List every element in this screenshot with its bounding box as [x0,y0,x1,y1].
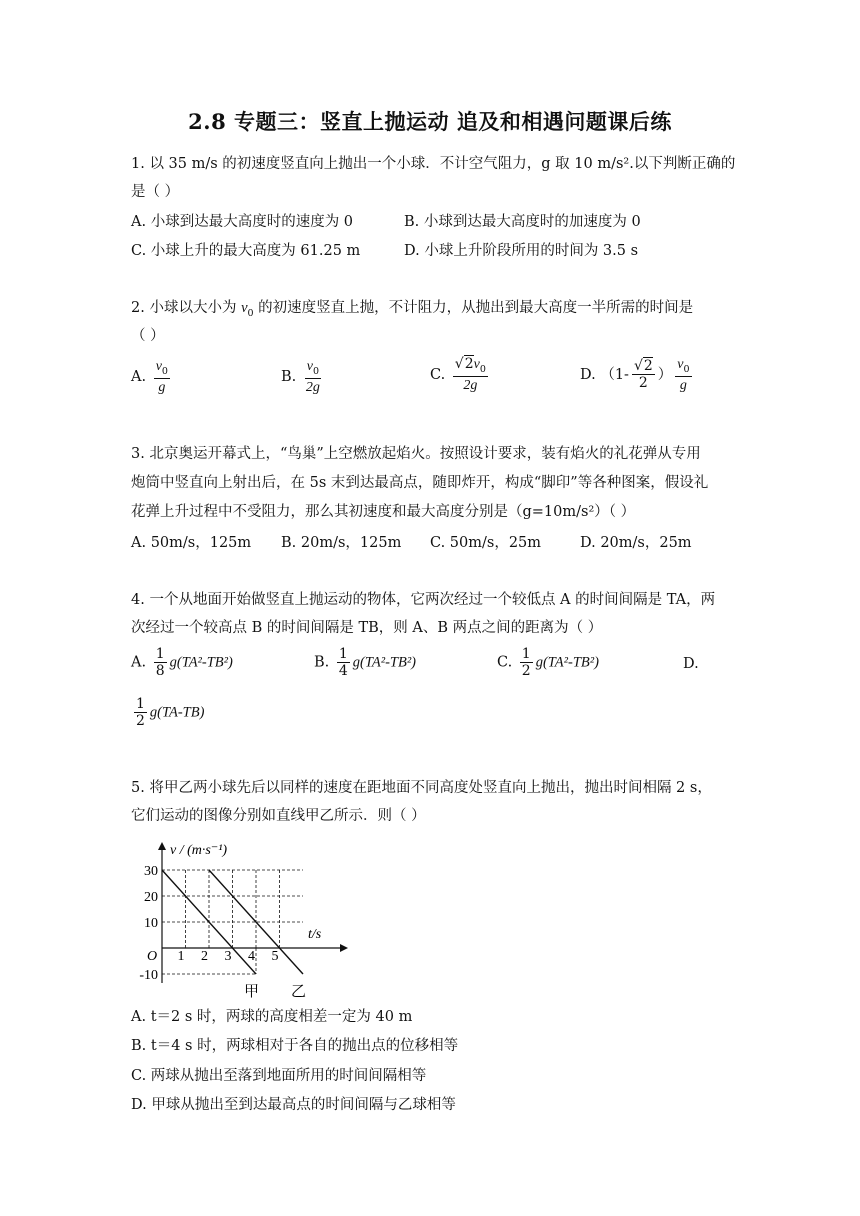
x-tick-label: 2 [201,949,208,964]
q1-stem-line2: 是（ ） [131,184,180,200]
q4-option-d[interactable]: $\frac{1}{2}$ g(TA-TB) [136,696,205,730]
fraction-v0-over-2g: $\frac{v_0}{2g}$ [305,359,320,395]
page-title: 2.8 专题三：竖直上抛运动 追及和相遇问题课后练 [188,109,672,134]
q3-option-a[interactable]: A. 50m/s，125m [131,535,252,551]
q4-stem-line2: 次经过一个较高点 B 的时间间隔是 TB，则 A、B 两点之间的距离为（ ） [131,620,603,636]
q2-option-d[interactable]: D. （1- $\frac{√2}{2}$ ） $\frac{v_0}{g}$ [580,357,690,393]
series-label-2: 乙 [291,984,307,1000]
q4-option-c[interactable]: C. $\frac{1}{2}$ g(TA²-TB²) [497,646,599,680]
y-axis-arrow [158,842,166,850]
q1-option-b[interactable]: B. 小球到达最大高度时的加速度为 0 [404,214,641,230]
fraction-v0-over-g: $\frac{v_0}{g}$ [155,359,168,395]
x-axis-arrow [340,944,348,952]
q3-stem-line2: 炮筒中竖直向上射出后，在 5s 末到达最高点，随即炸开，构成“脚印”等各种图案，假设礼 [131,475,709,491]
q5-stem-line1: 5. 将甲乙两小球先后以同样的速度在距地面不同高度处竖直向上抛出，抛出时间相隔 2 s， [131,780,712,796]
q4-option-d-label[interactable]: D. [683,656,699,672]
y-tick-label: 20 [144,890,158,905]
x-tick-label: 3 [224,949,232,964]
q5-option-c[interactable]: C. 两球从抛出至落到地面所用的时间间隔相等 [131,1068,427,1084]
q5-option-a[interactable]: A. t＝2 s 时，两球的高度相差一定为 40 m [131,1009,413,1025]
velocity-time-chart [130,838,350,1000]
q1-option-a[interactable]: A. 小球到达最大高度时的速度为 0 [131,214,354,230]
fraction-1-over-8: $\frac{1}{8}$ [155,646,165,680]
q4-option-a[interactable]: A. $\frac{1}{8}$ g(TA²-TB²) [131,646,233,680]
y-tick-label: -10 [139,968,158,983]
x-tick-label: 5 [271,949,279,964]
q5-option-b[interactable]: B. t＝4 s 时，两球相对于各自的抛出点的位移相等 [131,1038,459,1054]
series-label-1: 甲 [244,984,260,1000]
q2-stem-line2: （ ） [131,328,165,344]
fraction-v0-over-g: $\frac{v_0}{g}$ [677,357,690,393]
q5-option-d[interactable]: D. 甲球从抛出至到达最高点的时间间隔与乙球相等 [131,1097,456,1113]
x-tick-label: 1 [177,949,185,964]
x-tick-label: 4 [248,949,255,964]
origin-label: O [147,949,158,964]
q4-option-b[interactable]: B. $\frac{1}{4}$ g(TA²-TB²) [314,646,416,680]
q4-stem-line1: 4. 一个从地面开始做竖直上抛运动的物体，它两次经过一个较低点 A 的时间间隔是 TA，两 [131,592,716,608]
q3-stem-line1: 3. 北京奥运开幕式上，“鸟巢”上空燃放起焰火。按照设计要求，装有焰火的礼花弹从专用 [131,446,701,462]
q2-option-c[interactable]: C. $\frac{√2v_0}{2g}$ [430,356,486,393]
x-axis-label: t/s [308,927,322,942]
chart-lines [162,870,306,1000]
y-tick-label: 10 [144,916,158,931]
q3-option-d[interactable]: D. 20m/s，25m [580,535,692,551]
q2-option-a[interactable]: A. $\frac{v_0}{g}$ [131,359,168,395]
fraction-1-over-2: $\frac{1}{2}$ [136,696,145,730]
fraction-sqrt2-over-2: $\frac{√2}{2}$ [633,358,653,392]
q3-stem-line3: 花弹上升过程中不受阻力，那么其初速度和最大高度分别是（g=10m/s²）（ ） [131,504,636,520]
q2-stem-line1: 2. 小球以大小为 $v_0$ 的初速度竖直上抛，不计阻力，从抛出到最大高度一半所需的时间是 [131,300,694,319]
fraction-1-over-2: $\frac{1}{2}$ [521,646,531,680]
q2-option-b[interactable]: B. $\frac{v_0}{2g}$ [281,359,320,395]
fraction-1-over-4: $\frac{1}{4}$ [338,646,348,680]
q1-stem-line1: 1. 以 35 m/s 的初速度竖直向上抛出一个小球．不计空气阻力，g 取 10 m/s².以下判断正确的 [131,156,736,172]
y-tick-label: 30 [144,864,158,879]
q1-option-d[interactable]: D. 小球上升阶段所用的时间为 3.5 s [404,243,639,259]
q3-option-b[interactable]: B. 20m/s，125m [281,535,402,551]
fraction-sqrt2v0-over-2g: $\frac{√2v_0}{2g}$ [454,356,486,393]
q3-option-c[interactable]: C. 50m/s，25m [430,535,542,551]
y-axis-label: v / (m·s⁻¹) [170,843,228,858]
q5-stem-line2: 它们运动的图像分别如直线甲乙所示．则（ ） [131,808,426,824]
q1-option-c[interactable]: C. 小球上升的最大高度为 61.25 m [131,243,361,259]
